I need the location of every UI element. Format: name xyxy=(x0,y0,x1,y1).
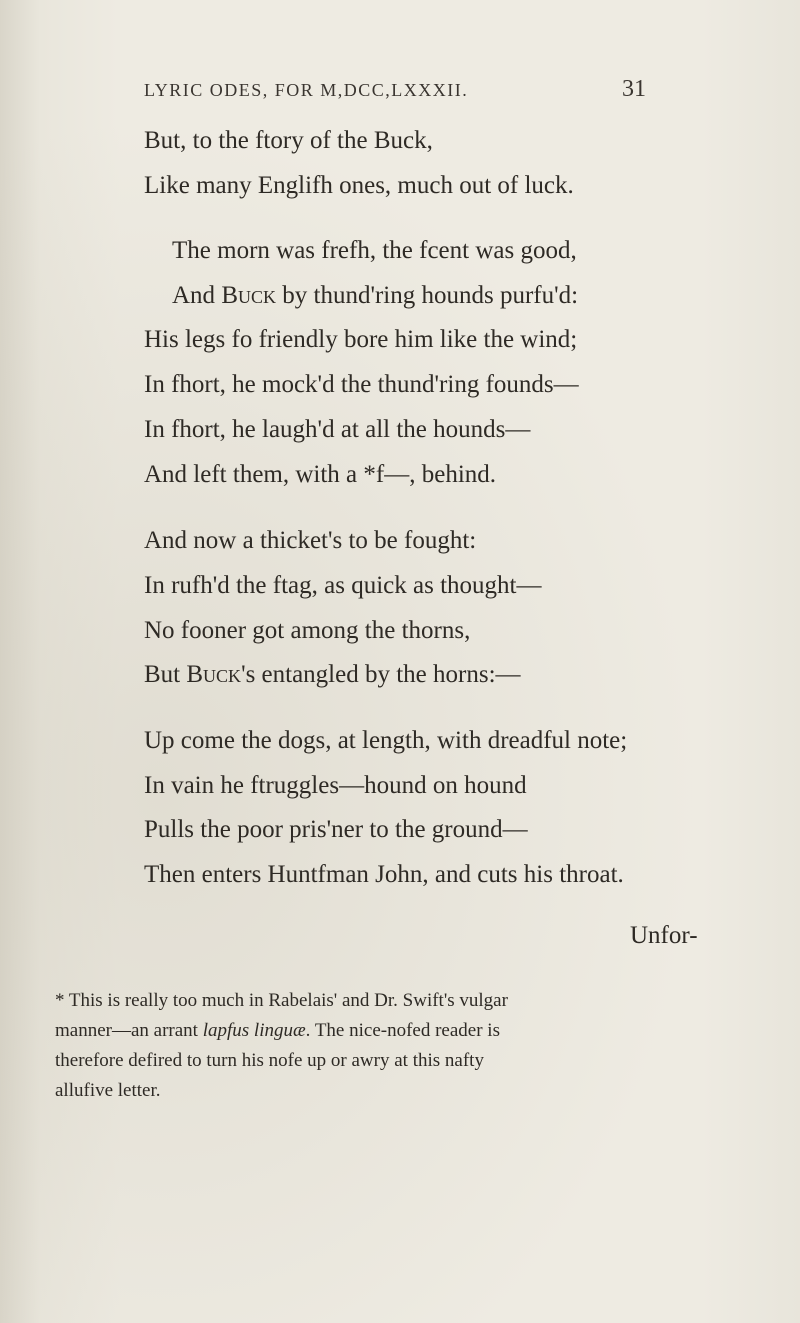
running-head: LYRIC ODES, FOR M,DCC,LXXXII. xyxy=(144,80,469,100)
footnote-text: manner—an arrant xyxy=(55,1020,203,1041)
line-text: by thund'ring hounds purfu'd: xyxy=(276,282,579,309)
poem-line: In vain he ftruggles—hound on hound xyxy=(144,772,527,799)
poem-line xyxy=(144,661,521,689)
footnote-line: * This is really too much in Rabelais' and Dr. Swift's vulgar xyxy=(55,990,508,1011)
poem-line: But, to the ftory of the Buck, xyxy=(144,127,433,154)
poem-line: His legs fo friendly bore him like the wind; xyxy=(144,326,578,353)
footnote-line xyxy=(55,1020,745,1042)
poem-line: In rufh'd the ftag, as quick as thought— xyxy=(144,572,542,599)
line-text: And xyxy=(172,282,222,309)
footnote-text: . The nice-nofed reader is xyxy=(305,1020,500,1041)
poem-line xyxy=(172,282,578,310)
poem-line: In fhort, he laugh'd at all the hounds— xyxy=(144,416,531,443)
catchword: Unfor- xyxy=(630,922,698,949)
poem-line: And left them, with a *f—, behind. xyxy=(144,461,497,488)
poem-line: Pulls the poor pris'ner to the ground— xyxy=(144,816,528,843)
poem-line: And now a thicket's to be fought: xyxy=(144,527,477,554)
footnote-italic: lapfus linguæ xyxy=(202,1020,306,1041)
poem-line: The morn was frefh, the fcent was good, xyxy=(172,237,577,264)
poem-line: No fooner got among the thorns, xyxy=(144,617,471,644)
poem-line: Like many Englifh ones, much out of luck. xyxy=(144,172,574,199)
poem-line: Up come the dogs, at length, with dreadful note; xyxy=(144,727,628,754)
small-caps-name: Buck xyxy=(186,661,242,688)
poem-line: In fhort, he mock'd the thund'ring founds— xyxy=(144,371,579,398)
footnote-line: therefore defired to turn his nofe up or awry at this nafty xyxy=(55,1050,484,1071)
poem-line: Then enters Huntfman John, and cuts his throat. xyxy=(144,861,624,888)
line-text: 's entangled by the horns:— xyxy=(241,661,521,688)
page-number: 31 xyxy=(622,76,646,102)
footnote-line: allufive letter. xyxy=(55,1080,161,1101)
small-caps-name: Buck xyxy=(221,282,276,309)
line-text: But xyxy=(144,661,187,688)
